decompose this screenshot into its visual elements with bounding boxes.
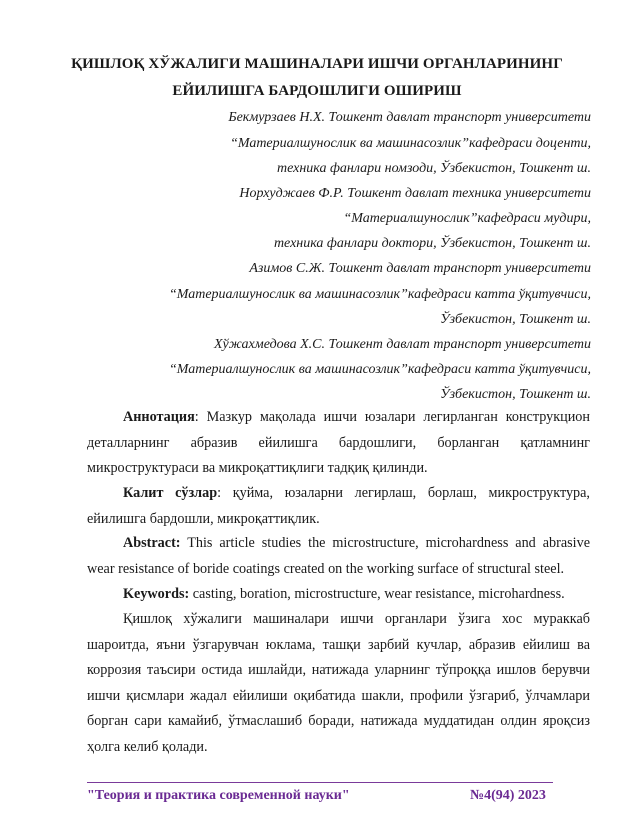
abstract-label: Abstract: — [123, 535, 181, 551]
body-text: Қишлоқ хўжалиги машиналари ишчи органлари ўзига хос мураккаб шароитда, яъни ўзгарувчан юклама, ташқи зарбий кучлар, абразив ейилиш ва коррозия таъсири остида ишлайди, натижада уларнинг тўпроққа ишлов берувчи ишчи қисмлари жадал ейилиши оқибатида шакли, профили ўзгариб, ўлчамлари борган сари камайиб, ўтмаслашиб боради, натижада муддатидан олдин яроқсиз ҳолга келиб қолади. — [87, 611, 590, 755]
footer-journal-name: "Теория и практика современной науки" — [87, 788, 350, 803]
affiliation-line: Норхуджаев Ф.Р. Тошкент давлат техника университети — [239, 186, 591, 201]
affiliation-line: Бекмурзаев Н.Х. Тошкент давлат транспорт университети — [228, 110, 591, 125]
affiliation-line: техника фанлари доктори, Ўзбекистон, Тошкент ш. — [273, 236, 591, 251]
keywords-uz-label: Калит сўзлар — [123, 485, 218, 501]
article-title-line-1: ҚИШЛОҚ ХЎЖАЛИГИ МАШИНАЛАРИ ИШЧИ ОРГАНЛАРИНИНГ — [71, 56, 563, 72]
abstract-text: This article studies the microstructure, microhardness and abrasive wear resistance of boride coatings created on the working surface of structural steel. — [87, 535, 590, 577]
keywords-en-label: Keywords: — [123, 586, 190, 602]
article-title-line-2: ЕЙИЛИШГА БАРДОШЛИГИ ОШИРИШ — [172, 83, 462, 99]
footer-issue-number: №4(94) 2023 — [470, 788, 546, 803]
affiliation-line: Азимов С.Ж. Тошкент давлат транспорт университети — [249, 261, 591, 276]
footer-divider — [87, 782, 553, 783]
keywords-en-paragraph — [87, 582, 590, 608]
abstract-paragraph — [87, 531, 590, 582]
affiliation-line: “Материалшунослик ва машинасозлик”кафедраси катта ўқитувчиси, — [168, 362, 591, 377]
affiliation-line: Хўжахмедова Х.С. Тошкент давлат транспорт университети — [213, 337, 591, 352]
keywords-en-text: casting, boration, microstructure, wear resistance, microhardness. — [189, 586, 565, 602]
affiliation-line: техника фанлари номзоди, Ўзбекистон, Тошкент ш. — [276, 161, 591, 176]
body-paragraph — [87, 607, 590, 761]
affiliation-line: “Материалшунослик ва машинасозлик”кафедраси катта ўқитувчиси, — [168, 287, 591, 302]
affiliation-line: Ўзбекистон, Тошкент ш. — [440, 312, 591, 327]
keywords-uz-paragraph — [87, 481, 590, 532]
keywords-uz-text: : қуйма, юзаларни легирлаш, борлаш, микроструктура, ейилишга бардошли, микроқаттиқлик. — [87, 485, 590, 527]
annotation-paragraph — [87, 405, 590, 482]
annotation-label: Аннотация — [123, 409, 195, 425]
affiliation-line: “Материалшунослик”кафедраси мудири, — [343, 211, 591, 226]
annotation-text: : Мазкур мақолада ишчи юзалари легирланган конструкцион деталларнинг абразив ейилишга бардошлиги, борланган қатламнинг микроструктураси ва микроқаттиқлиги тадқиқ қилинди. — [87, 409, 590, 477]
affiliation-line: “Материалшунослик ва машинасозлик”кафедраси доценти, — [230, 136, 591, 151]
affiliation-line: Ўзбекистон, Тошкент ш. — [440, 387, 591, 402]
